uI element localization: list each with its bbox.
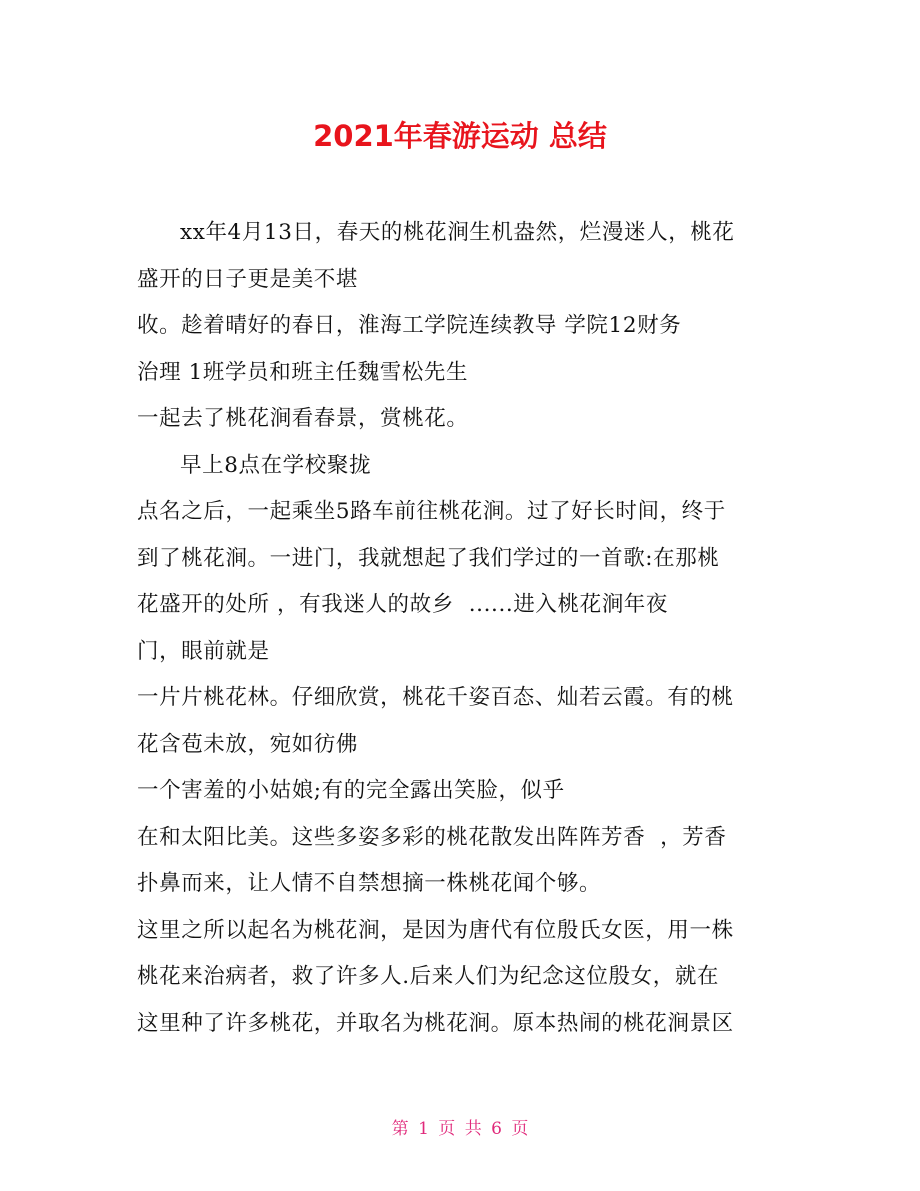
text-line: 一起去了桃花涧看春景，赏桃花。 <box>137 406 469 431</box>
text-line: 花含苞未放，宛如彷佛 <box>137 731 359 757</box>
document-title: 2021年春游运动 总结 <box>313 119 607 153</box>
text-line: 盛开的日子更是美不堪 <box>137 266 359 292</box>
text-line: 到了桃花涧。一进门，我就想起了我们学过的一首歌:在那桃 <box>137 545 720 571</box>
text-line: xx年4月13日，春天的桃花涧生机盎然，烂漫迷人，桃花 <box>180 220 735 245</box>
text-line: 收。趁着晴好的春日，淮海工学院连续教导 学院12财务 <box>137 313 682 338</box>
document-body <box>137 218 797 1055</box>
text-line: 点名之后，一起乘坐5路车前往桃花涧。过了好长时间，终于 <box>137 499 726 524</box>
text-line: 在和太阳比美。这些多姿多彩的桃花散发出阵阵芳香 ，芳香 <box>137 824 727 850</box>
text-line: 早上8点在学校聚拢 <box>180 452 372 478</box>
text-line: 门，眼前就是 <box>137 638 270 664</box>
text-line: 花盛开的处所 ，有我迷人的故乡 ......进入桃花涧年夜 <box>137 592 669 617</box>
text-line: 一个害羞的小姑娘;有的完全露出笑脸，似乎 <box>137 778 565 803</box>
text-line: 治理 1班学员和班主任魏雪松先生 <box>137 359 469 385</box>
text-line: 桃花来治病者，救了许多人.后来人们为纪念这位殷女，就在 <box>137 964 720 989</box>
page-footer: 第 1 页 共 6 页 <box>391 1119 529 1139</box>
text-line: 扑鼻而来，让人情不自禁想摘一株桃花闻个够。 <box>137 871 602 896</box>
text-line: 这里种了许多桃花，并取名为桃花涧。原本热闹的桃花涧景区 <box>137 1010 734 1036</box>
text-line: 这里之所以起名为桃花涧，是因为唐代有位殷氏女医，用一株 <box>137 917 734 943</box>
text-line: 一片片桃花林。仔细欣赏，桃花千姿百态、灿若云霞。有的桃 <box>137 685 734 710</box>
